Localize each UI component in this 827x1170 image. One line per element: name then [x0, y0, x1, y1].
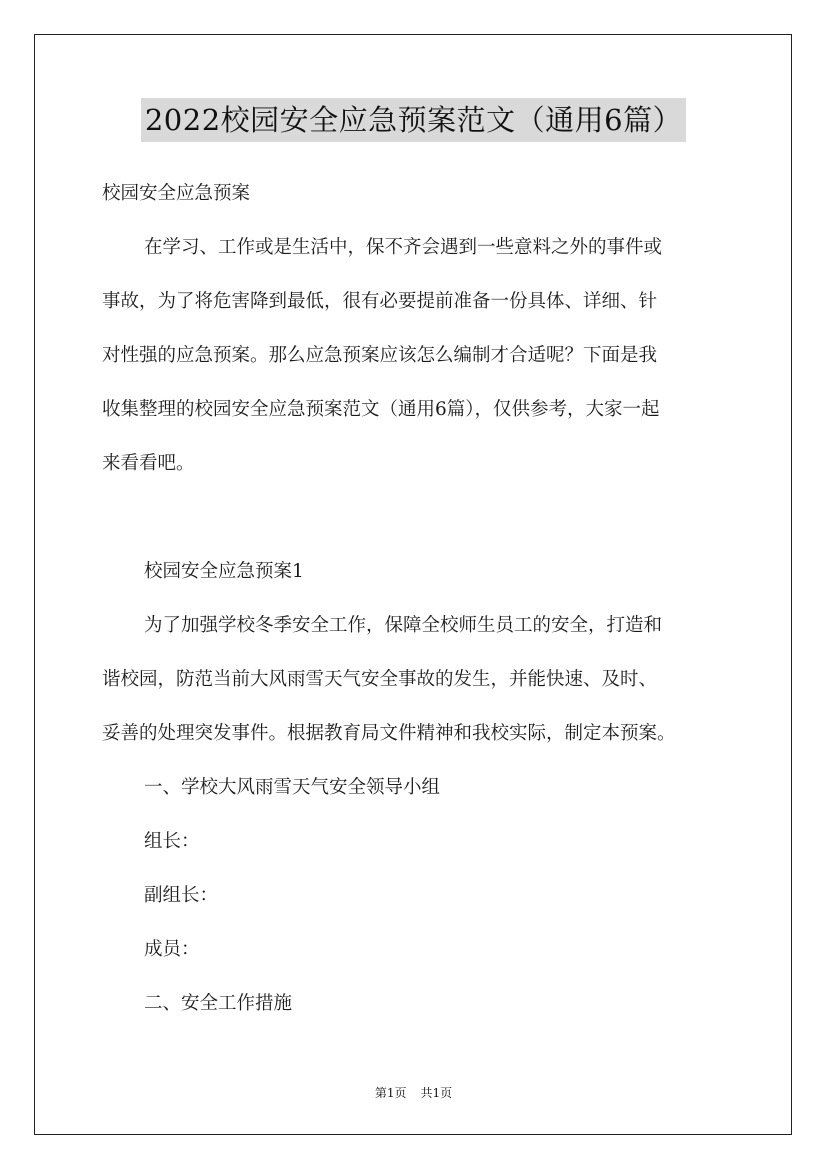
- group-leader-label: 组长：: [144, 831, 200, 852]
- intro-line-5: 来看看吧。: [102, 453, 195, 474]
- section1-line-1: 为了加强学校冬季安全工作，保障全校师生员工的安全，打造和: [144, 615, 663, 636]
- group-deputy-label: 副组长：: [144, 885, 219, 906]
- page-footer: [0, 1084, 827, 1101]
- intro-line-1: 在学习、工作或是生活中，保不齐会遇到一些意料之外的事件或: [144, 237, 663, 258]
- section1-heading: 校园安全应急预案1: [144, 561, 304, 582]
- section1-line-2: 谐校园，防范当前大风雨雪天气安全事故的发生，并能快速、及时、: [102, 669, 658, 690]
- intro-line-4: 收集整理的校园安全应急预案范文（通用6篇），仅供参考，大家一起: [102, 399, 660, 420]
- page-current: 第1页: [374, 1086, 407, 1100]
- group-members-label: 成员：: [144, 939, 200, 960]
- document-subtitle: 校园安全应急预案: [102, 183, 251, 204]
- intro-line-3: 对性强的应急预案。那么应急预案应该怎么编制才合适呢？下面是我: [102, 345, 658, 366]
- title-container: [0, 98, 827, 142]
- intro-line-2: 事故，为了将危害降到最低，很有必要提前准备一份具体、详细、针: [102, 291, 658, 312]
- group-heading: 一、学校大风雨雪天气安全领导小组: [144, 777, 441, 798]
- document-title: 2022校园安全应急预案范文（通用6篇）: [141, 98, 686, 142]
- measures-heading: 二、安全工作措施: [144, 993, 293, 1014]
- section1-line-3: 妥善的处理突发事件。根据教育局文件精神和我校实际，制定本预案。: [102, 723, 676, 744]
- page-total: 共1页: [420, 1086, 453, 1100]
